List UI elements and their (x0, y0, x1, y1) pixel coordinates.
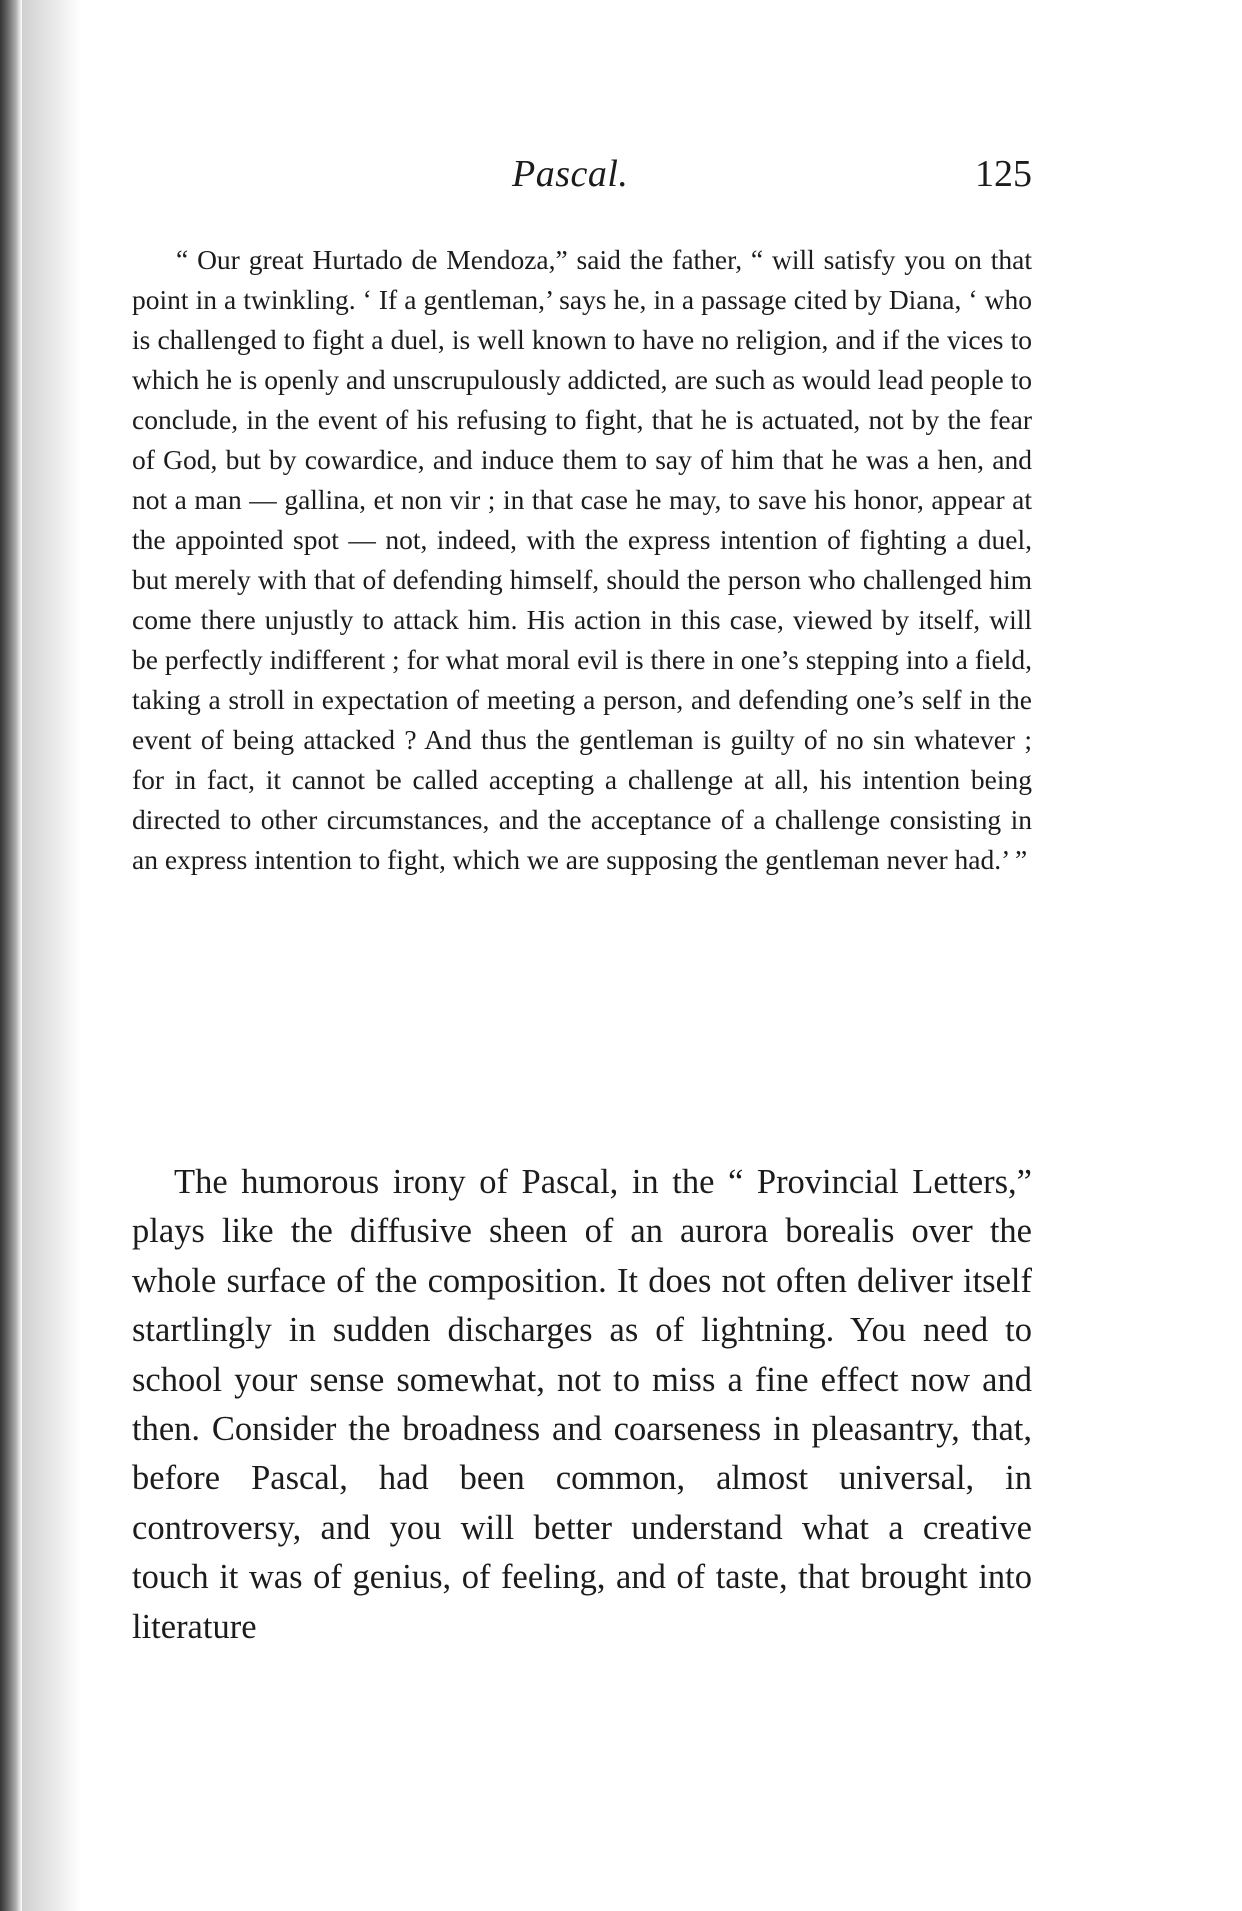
running-head (132, 152, 1032, 208)
page-binding-edge (0, 0, 22, 1911)
running-head-title: Pascal. (512, 153, 629, 195)
page-number: 125 (975, 153, 1032, 195)
body-paragraph: The humorous irony of Pascal, in the “ Provincial Letters,” plays like the diffusive sheen of an aurora borealis over the whole surface of the composition. It does not often deliver itself startlingly in sudden discharges as of lightning. You need to school your sense somewhat, not to miss a fine effect now and then. Consider the broadness and coarseness in pleasantry, that, before Pascal, had been common, almost universal, in controversy, and you will better understand what a creative touch it was of genius, of feeling, and of taste, that brought into literature (132, 1163, 1032, 1646)
quote-paragraph: “ Our great Hurtado de Mendoza,” said the father, “ will satisfy you on that point in a twinkling. ‘ If a gentleman,’ says he, in a passage cited by Diana, ‘ who is challenged to fight a duel, is well known to have no religion, and if the vices to which he is openly and unscrupulously addicted, are such as would lead people to conclude, in the event of his refusing to fight, that he is actuated, not by the fear of God, but by cowardice, and induce them to say of him that he was a hen, and not a man — gallina, et non vir ; in that case he may, to save his honor, appear at the appointed spot — not, indeed, with the express intention of fighting a duel, but merely with that of defending himself, should the person who challenged him come there unjustly to attack him. His action in this case, viewed by itself, will be perfectly indifferent ; for what moral evil is there in one’s stepping into a field, taking a stroll in expectation of meeting a person, and defending one’s self in the event of being attacked ? And thus the gentleman is guilty of no sin whatever ; for in fact, it cannot be called accepting a challenge at all, his intention being directed to other circumstances, and the acceptance of a challenge consisting in an express intention to fight, which we are supposing the gentleman never had.’ ” (132, 244, 1032, 875)
page-binding-shadow (22, 0, 82, 1911)
